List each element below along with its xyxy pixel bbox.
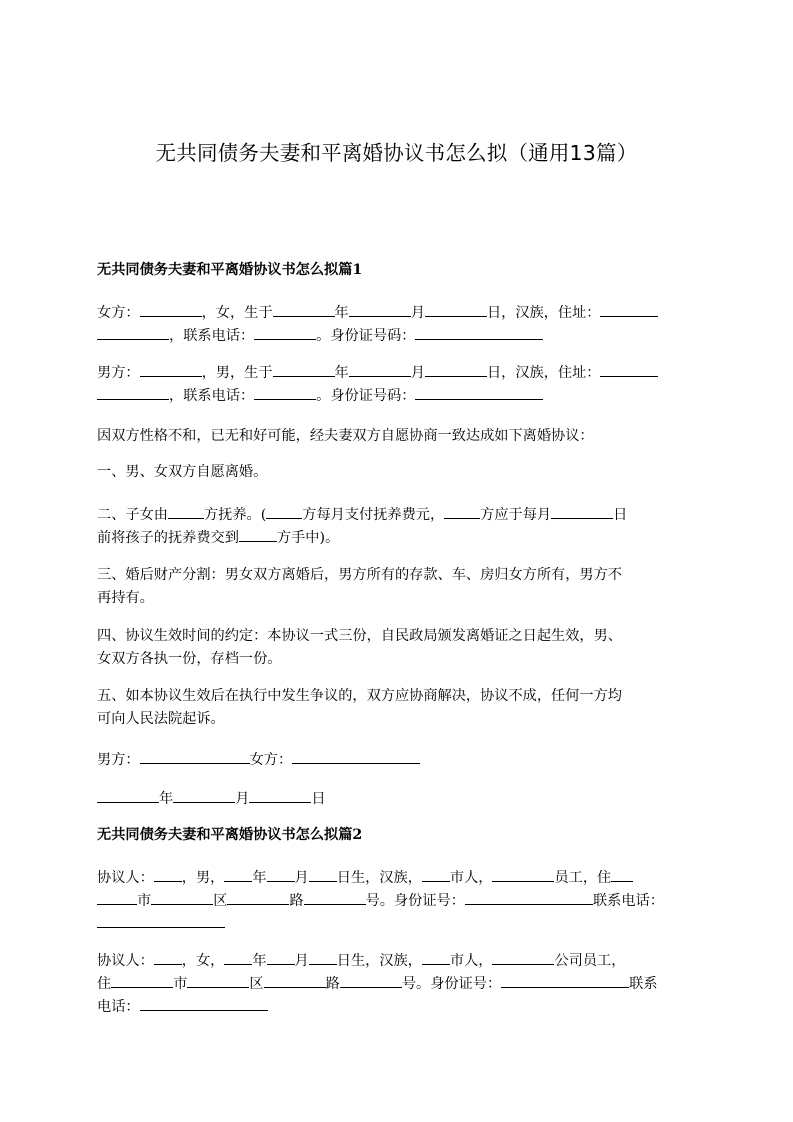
clause-4-line-1: 四、协议生效时间的约定：本协议一式三份，自民政局颁发离婚证之日起生效，男、 bbox=[97, 628, 622, 644]
female-birth-month-blank[interactable] bbox=[349, 303, 411, 317]
section-1-heading: 无共同债务夫妻和平离婚协议书怎么拟篇1 bbox=[97, 262, 363, 278]
party-1-month-blank[interactable] bbox=[267, 868, 295, 882]
party-2-district-blank[interactable] bbox=[264, 974, 326, 988]
male-info-line-1: 男方： ，男，生于 年 月 日，汉族，住址： bbox=[97, 363, 658, 382]
male-signature-blank[interactable] bbox=[140, 750, 250, 764]
clause-5-line-2: 可向人民法院起诉。 bbox=[97, 711, 225, 727]
party-1-line-3 bbox=[97, 914, 225, 933]
clause-3-line-2: 再持有。 bbox=[97, 590, 154, 606]
party-2-day-blank[interactable] bbox=[309, 951, 337, 965]
party-2-address-blank[interactable] bbox=[111, 974, 173, 988]
party-2-year-blank[interactable] bbox=[224, 951, 252, 965]
party-2-name-blank[interactable] bbox=[154, 951, 182, 965]
intro-paragraph: 因双方性格不和，已无和好可能，经夫妻双方自愿协商一致达成如下离婚协议： bbox=[97, 428, 594, 444]
party-2-road-blank[interactable] bbox=[340, 974, 402, 988]
male-birth-day-blank[interactable] bbox=[425, 363, 487, 377]
party-1-phone-blank[interactable] bbox=[97, 914, 225, 928]
male-birth-year-blank[interactable] bbox=[273, 363, 335, 377]
clause-4-line-2: 女双方各执一份，存档一份。 bbox=[97, 651, 282, 667]
party-2-line-1: 协议人： ，女， 年 月 日生，汉族， 市人， 公司员工， bbox=[97, 953, 626, 969]
clause-5-line-1: 五、如本协议生效后在执行中发生争议的，双方应协商解决，协议不成，任何一方均 bbox=[97, 688, 622, 704]
sign-year-blank[interactable] bbox=[97, 789, 159, 803]
support-deliver-blank[interactable] bbox=[444, 505, 480, 519]
party-2-phone-blank[interactable] bbox=[140, 997, 268, 1011]
party-1-line-2: 市 区 路 号。身份证号： 联系电话： bbox=[97, 891, 664, 910]
section-2-heading: 无共同债务夫妻和平离婚协议书怎么拟篇2 bbox=[97, 827, 363, 843]
female-address-blank[interactable] bbox=[600, 303, 658, 317]
support-day-blank[interactable] bbox=[551, 505, 613, 519]
party-1-address-blank-cont[interactable] bbox=[97, 891, 137, 905]
female-signature-blank[interactable] bbox=[292, 750, 420, 764]
party-1-district-blank[interactable] bbox=[227, 891, 289, 905]
female-phone-blank[interactable] bbox=[254, 326, 316, 340]
male-name-blank[interactable] bbox=[140, 363, 202, 377]
signature-line: 男方： 女方： bbox=[97, 750, 420, 769]
party-1-line-1: 协议人： ，男， 年 月 日生，汉族， 市人， 员工，住 bbox=[97, 868, 633, 887]
female-info-line-2: ，联系电话： 。身份证号码： bbox=[97, 326, 543, 345]
male-address-blank[interactable] bbox=[600, 363, 658, 377]
date-line: 年 月 日 bbox=[97, 789, 326, 808]
female-birth-day-blank[interactable] bbox=[425, 303, 487, 317]
support-payer-blank[interactable] bbox=[266, 505, 302, 519]
party-2-employer-blank[interactable] bbox=[492, 951, 554, 965]
party-1-day-blank[interactable] bbox=[309, 868, 337, 882]
male-phone-blank[interactable] bbox=[254, 386, 316, 400]
female-info-line-1: 女方： ，女，生于 年 月 日，汉族，住址： bbox=[97, 303, 658, 322]
male-info-line-2: ，联系电话： 。身份证号码： bbox=[97, 386, 543, 405]
party-1-year-blank[interactable] bbox=[224, 868, 252, 882]
male-id-blank[interactable] bbox=[415, 386, 543, 400]
clause-3-line-1: 三、婚后财产分割：男女双方离婚后，男方所有的存款、车、房归女方所有，男方不 bbox=[97, 567, 622, 583]
party-2-hometown-blank[interactable] bbox=[422, 951, 450, 965]
female-name-blank[interactable] bbox=[140, 303, 202, 317]
male-birth-month-blank[interactable] bbox=[349, 363, 411, 377]
female-birth-year-blank[interactable] bbox=[273, 303, 335, 317]
party-1-hometown-blank[interactable] bbox=[422, 868, 450, 882]
party-2-id-blank[interactable] bbox=[501, 974, 629, 988]
clause-2-line-1: 二、子女由 方抚养。( 方每月支付抚养费元， 方应于每月 日 bbox=[97, 507, 628, 523]
party-1-road-blank[interactable] bbox=[304, 891, 366, 905]
party-2-line-2: 住 市 区 路 号。身份证号： 联系 bbox=[97, 976, 658, 992]
party-1-city-blank[interactable] bbox=[151, 891, 213, 905]
clause-2-line-2: 前将孩子的抚养费交到 方手中)。 bbox=[97, 530, 340, 546]
sign-day-blank[interactable] bbox=[249, 789, 311, 803]
clause-1: 一、男、女双方自愿离婚。 bbox=[97, 464, 268, 480]
party-1-name-blank[interactable] bbox=[154, 868, 182, 882]
male-address-blank-cont[interactable] bbox=[97, 386, 169, 400]
support-recipient-blank[interactable] bbox=[239, 528, 277, 542]
party-1-address-blank[interactable] bbox=[611, 868, 633, 882]
party-2-city-blank[interactable] bbox=[187, 974, 249, 988]
female-address-blank-cont[interactable] bbox=[97, 326, 169, 340]
female-id-blank[interactable] bbox=[415, 326, 543, 340]
custody-party-blank[interactable] bbox=[168, 505, 204, 519]
party-1-employer-blank[interactable] bbox=[492, 868, 554, 882]
sign-month-blank[interactable] bbox=[173, 789, 235, 803]
party-2-line-3: 电话： bbox=[97, 997, 268, 1016]
party-2-month-blank[interactable] bbox=[267, 951, 295, 965]
document-title: 无共同债务夫妻和平离婚协议书怎么拟（通用13篇） bbox=[155, 141, 638, 165]
party-1-id-blank[interactable] bbox=[465, 891, 593, 905]
